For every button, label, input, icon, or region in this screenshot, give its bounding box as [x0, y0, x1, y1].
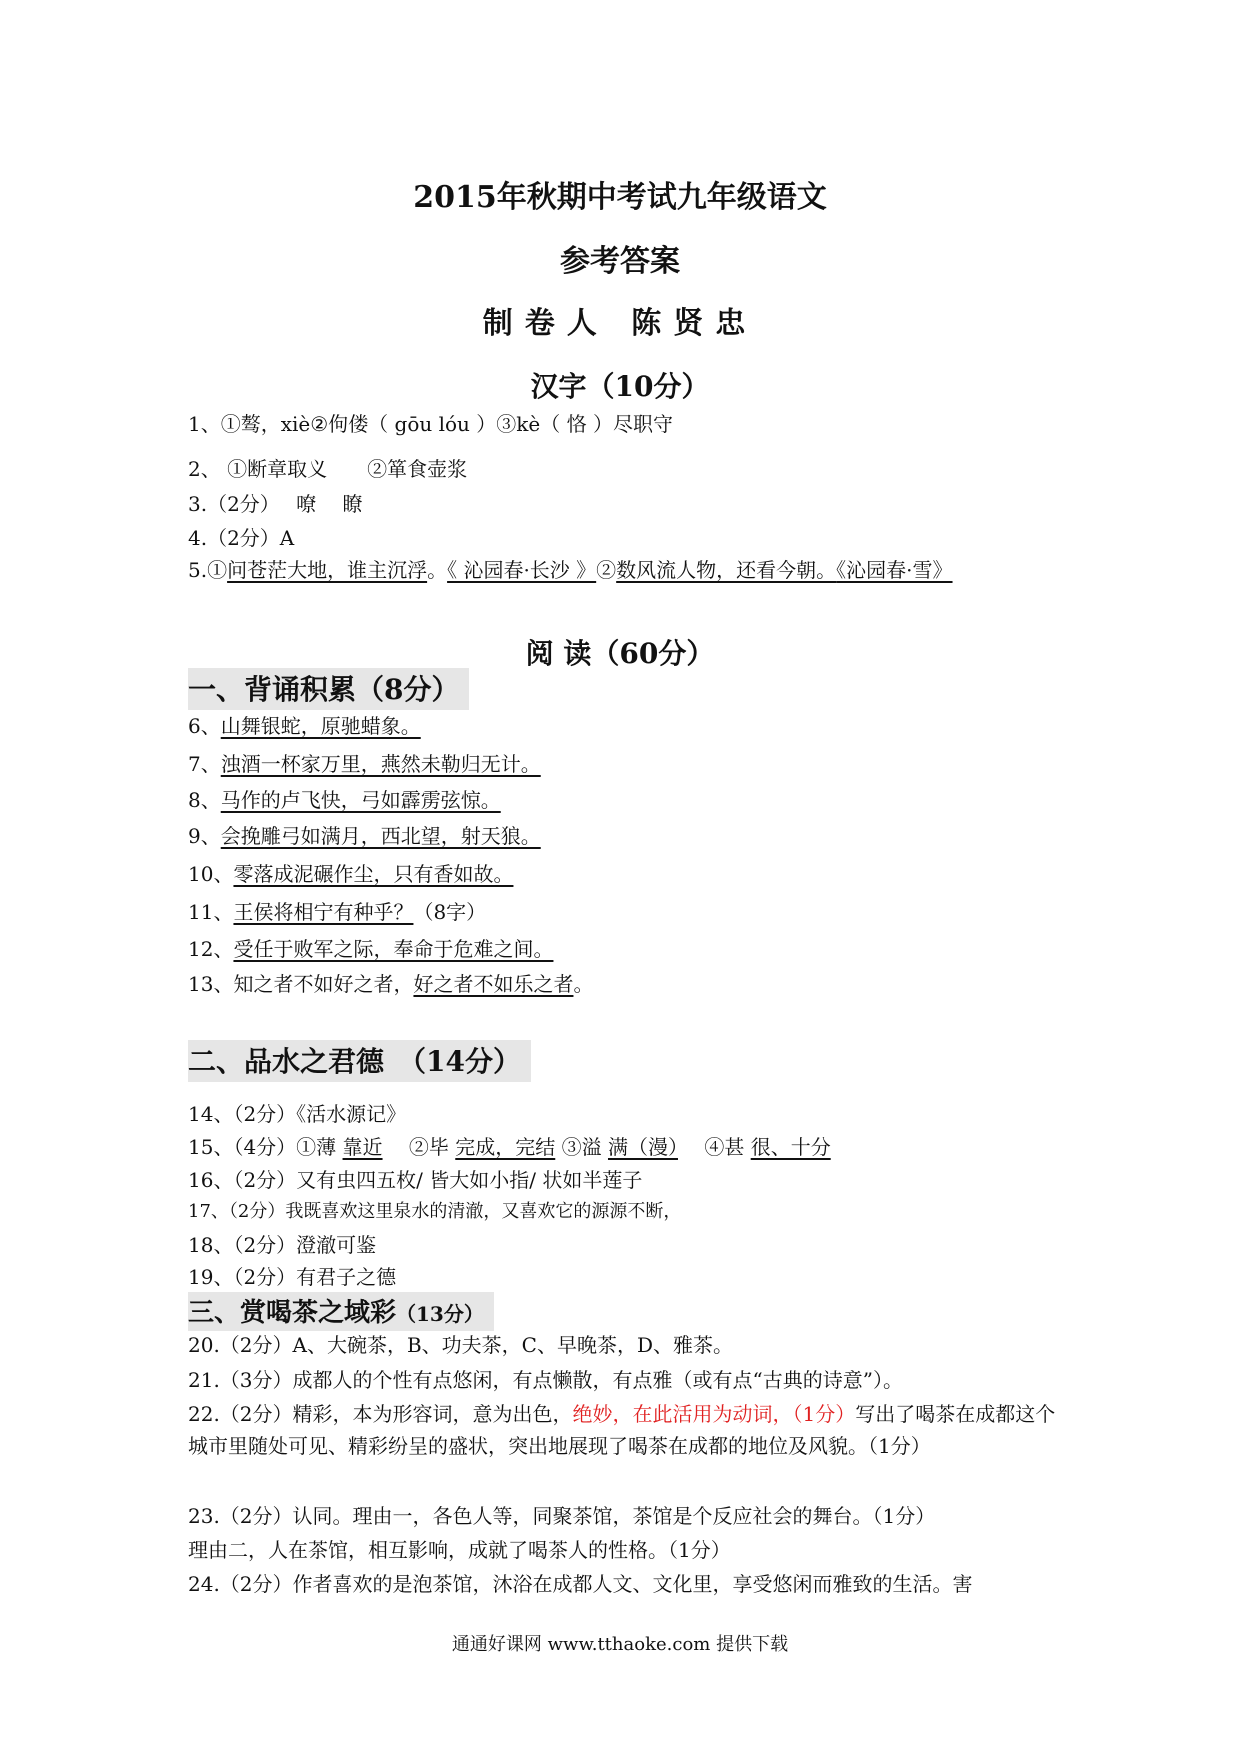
answer-q24: 24.（2分）作者喜欢的是泡茶馆，沐浴在成都人文、文化里，享受悠闲而雅致的生活。害 — [188, 1572, 973, 1596]
answer-q23-line2: 理由二，人在茶馆，相互影响，成就了喝茶人的性格。（1分） — [188, 1538, 731, 1562]
answer-q20: 20.（2分）A、大碗茶，B、功夫茶，C、早晚茶，D、雅茶。 — [188, 1333, 734, 1357]
q15-ans2: 完成，完结 — [455, 1135, 556, 1159]
q12-text: 受任于败军之际，奉命于危难之间。 — [233, 937, 554, 961]
q11-text: 王侯将相宁有种乎？ — [233, 900, 414, 924]
q5-period: 。 — [427, 558, 448, 582]
part3-header — [188, 1292, 494, 1331]
q8-number: 8、 — [188, 788, 221, 812]
answer-q12 — [188, 935, 553, 963]
q8-text: 马作的卢飞快，弓如霹雳弦惊。 — [220, 788, 501, 812]
q5-line2: 数风流人物，还看今朝。 — [616, 558, 837, 582]
q22-highlight: 绝妙，在此活用为动词，（1分） — [572, 1402, 856, 1426]
q5-number: 5.① — [188, 558, 228, 582]
q15-ans3: 满（漫） — [607, 1135, 678, 1159]
answer-q1: 1、①骜，xiè②佝偻（ gōu lóu ）③kè（ 恪 ）尽职守 — [188, 412, 673, 436]
answer-q13 — [188, 970, 593, 998]
q5-circle2: ② — [596, 558, 617, 582]
q12-number: 12、 — [188, 937, 234, 961]
section-reading-title: 阅 读（60分） — [525, 637, 715, 670]
q22-part1: 22.（2分）精彩，本为形容词，意为出色， — [188, 1402, 573, 1426]
answer-q2: 2、 ①断章取义 ②箪食壶浆 — [188, 457, 468, 481]
q7-text: 浊酒一杯家万里，燕然未勒归无计。 — [220, 752, 541, 776]
q5-source1: 《 沁园春·长沙 》 — [447, 558, 597, 582]
part3-title: 三、赏喝茶之域彩 — [188, 1298, 397, 1328]
answer-q16: 16、（2分）又有虫四五枚/ 皆大如小指/ 状如半莲子 — [188, 1168, 643, 1192]
answer-q5 — [188, 556, 953, 584]
q11-number: 11、 — [188, 900, 234, 924]
answer-q11 — [188, 898, 486, 926]
answer-q23-line1: 23.（2分）认同。理由一，各色人等，同聚茶馆，茶馆是个反应社会的舞台。（1分） — [188, 1504, 936, 1528]
answer-q3: 3.（2分） 嘹 瞭 — [188, 492, 363, 516]
part2-header: 二、品水之君德 （14分） — [188, 1040, 531, 1082]
q15-part3: ③溢 — [561, 1135, 602, 1159]
q15-part1: 15、（4分）①薄 — [188, 1135, 337, 1159]
q22-part2: 写出了喝茶在成都这个城市里随处可见、精彩纷呈的盛状，突出地展现了喝茶在成都的地位及风貌。（1分） — [188, 1402, 1056, 1458]
part3-score: （13分） — [396, 1302, 484, 1326]
answer-q4: 4.（2分）A — [188, 526, 295, 550]
q9-number: 9、 — [188, 824, 221, 848]
answer-q22 — [188, 1398, 1058, 1462]
answer-q10 — [188, 860, 513, 888]
q5-line1: 问苍茫大地，谁主沉浮 — [227, 558, 428, 582]
answer-q6 — [188, 712, 421, 740]
section-hanzi-title: 汉字（10分） — [530, 370, 710, 403]
q15-part4: ④甚 — [704, 1135, 745, 1159]
author-line: 制卷人 陈贤忠 — [482, 306, 758, 341]
part1-header: 一、背诵积累（8分） — [188, 668, 469, 710]
answer-q15 — [188, 1133, 831, 1161]
q13-prefix: 13、知之者不如好之者， — [188, 972, 414, 996]
answer-q18: 18、（2分）澄澈可鉴 — [188, 1233, 377, 1257]
answer-q19: 19、（2分）有君子之德 — [188, 1265, 397, 1289]
q9-text: 会挽雕弓如满月，西北望，射天狼。 — [220, 824, 541, 848]
q10-number: 10、 — [188, 862, 234, 886]
document-title: 2015年秋期中考试九年级语文 — [413, 180, 827, 215]
answer-q21: 21.（3分）成都人的个性有点悠闲，有点懒散，有点雅（或有点“古典的诗意”）。 — [188, 1368, 903, 1392]
document-subtitle: 参考答案 — [560, 244, 680, 279]
q6-number: 6、 — [188, 714, 221, 738]
answer-q9 — [188, 822, 541, 850]
q13-period: 。 — [573, 972, 594, 996]
q5-source2: 《沁园春·雪》 — [836, 558, 953, 582]
answer-q14: 14、（2分）《活水源记》 — [188, 1102, 407, 1126]
q11-note: （8字） — [413, 900, 487, 924]
q15-ans1: 靠近 — [342, 1135, 383, 1159]
q15-part2: ②毕 — [408, 1135, 449, 1159]
footer: 通通好课网 www.tthaoke.com 提供下载 — [451, 1634, 789, 1655]
answer-q8 — [188, 786, 501, 814]
q6-text: 山舞银蛇，原驰蜡象。 — [220, 714, 421, 738]
q15-ans4: 很、十分 — [750, 1135, 831, 1159]
q7-number: 7、 — [188, 752, 221, 776]
answer-q17: 17、（2分）我既喜欢这里泉水的清澈，又喜欢它的源源不断， — [188, 1201, 682, 1222]
q10-text: 零落成泥碾作尘，只有香如故。 — [233, 862, 514, 886]
answer-q7 — [188, 750, 541, 778]
q13-text: 好之者不如乐之者 — [413, 972, 574, 996]
